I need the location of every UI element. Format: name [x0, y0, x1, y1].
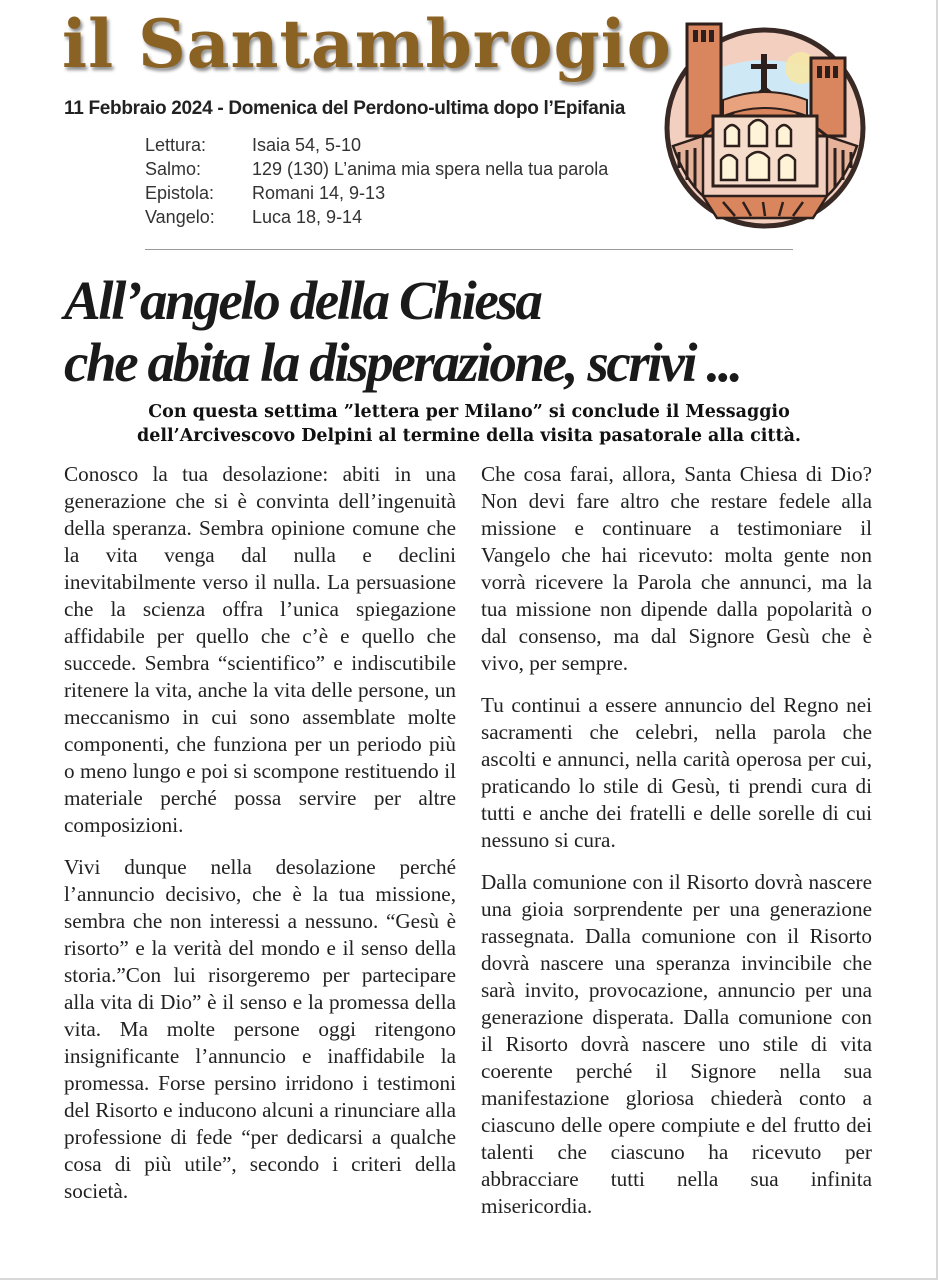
masthead-title: il Santambrogio — [62, 5, 672, 83]
reading-row — [145, 133, 608, 157]
subheading-line: dell’Arcivescovo Delpini al termine della visita pasatorale alla città. — [136, 426, 802, 446]
header-divider — [145, 249, 793, 250]
readings-list — [145, 133, 608, 229]
paragraph: Conosco la tua desolazione: abiti in una generazione che si è convinta dell’ingenuità della speranza. Sembra opinione comune che la vita venga dal nulla e declini inevitabilmente verso il nulla. La persuasione che la scienza offra l’unica spiegazione affidabile per quello che c’è e quello che succede. Sembra “scientifico” e indiscutibile ritenere la vita, anche la vita delle persone, un meccanismo in cui sono assemblate molte componenti, che funziona per un periodo più o meno lungo e poi si scompone restituendo il materiale perché possa servire per altre composizioni. — [64, 462, 456, 837]
paragraph: Vivi dunque nella desolazione perché l’annuncio decisivo, che è la tua missione, sembra che non interessi a nessuno. “Gesù è risorto” e la verità del mondo e il senso della storia.”Con lui risorgeremo per partecipare alla vita di Dio” è il senso e la promessa della vita. Ma molte persone oggi ritengono insignificante l’annuncio e inaffidabile la promessa. Forse persino irridono i testimoni del Risorto e inducono alcuni a rinunciare alla professione di fede “per dedicarsi a qualche cosa di più utile”, secondo i criteri della società. — [64, 855, 456, 1203]
reading-row — [145, 205, 608, 229]
basilica-logo-icon — [663, 20, 867, 230]
reading-value: 129 (130) L’anima mia spera nella tua parola — [252, 159, 609, 179]
reading-label: Vangelo: — [145, 207, 215, 227]
article-column-left — [64, 461, 456, 1220]
paragraph: Che cosa farai, allora, Santa Chiesa di Dio? Non devi fare altro che restare fedele alla missione e continuare a testimoniare il Vangelo che hai ricevuto: molta gente non vorrà ricevere la Parola che annunci, ma la tua missione non dipende dalla popolarità o dal consenso, ma dal Signore Gesù che è vivo, per sempre. — [481, 462, 872, 675]
dateline: 11 Febbraio 2024 - Domenica del Perdono-ultima dopo l’Epifania — [64, 98, 626, 119]
reading-value: Isaia 54, 5-10 — [252, 135, 362, 155]
reading-label: Salmo: — [145, 159, 202, 179]
article-column-right — [481, 461, 872, 1235]
reading-value: Luca 18, 9-14 — [252, 207, 363, 227]
article-subheading — [64, 400, 874, 448]
reading-row — [145, 157, 608, 181]
headline-line: All’angelo della Chiesa — [64, 270, 541, 331]
reading-row — [145, 181, 608, 205]
subheading-line: Con questa settima ”lettera per Milano” si conclude il Messaggio — [148, 402, 790, 422]
reading-label: Epistola: — [145, 183, 215, 203]
paragraph: Tu continui a essere annuncio del Regno nei sacramenti che celebri, nella parola che ascolti e annunci, nella carità operosa per cui, praticando lo stile di Gesù, ti prendi cura di tutti e anche dei fratelli e delle sorelle di cui nessuno si cura. — [481, 693, 872, 852]
headline-line: che abita la disperazione, scrivi ... — [64, 332, 741, 393]
paragraph: Dalla comunione con il Risorto dovrà nascere una gioia sorprendente per una generazione rassegnata. Dalla comunione con il Risorto dovrà nascere una speranza invincibile che sarà invito, provocazione, annuncio per una generazione disperata. Dalla comunione con il Risorto dovrà nascere uno stile di vita coerente perché il Signore nella sua manifestazione gloriosa chiederà conto a ciascuno delle opere compiute e del frutto dei talenti che ciascuno ha ricevuto per abbracciare tutti nella sua infinita misericordia. — [481, 870, 872, 1218]
reading-value: Romani 14, 9-13 — [252, 183, 386, 203]
reading-label: Lettura: — [145, 135, 207, 155]
article-headline — [64, 270, 741, 394]
